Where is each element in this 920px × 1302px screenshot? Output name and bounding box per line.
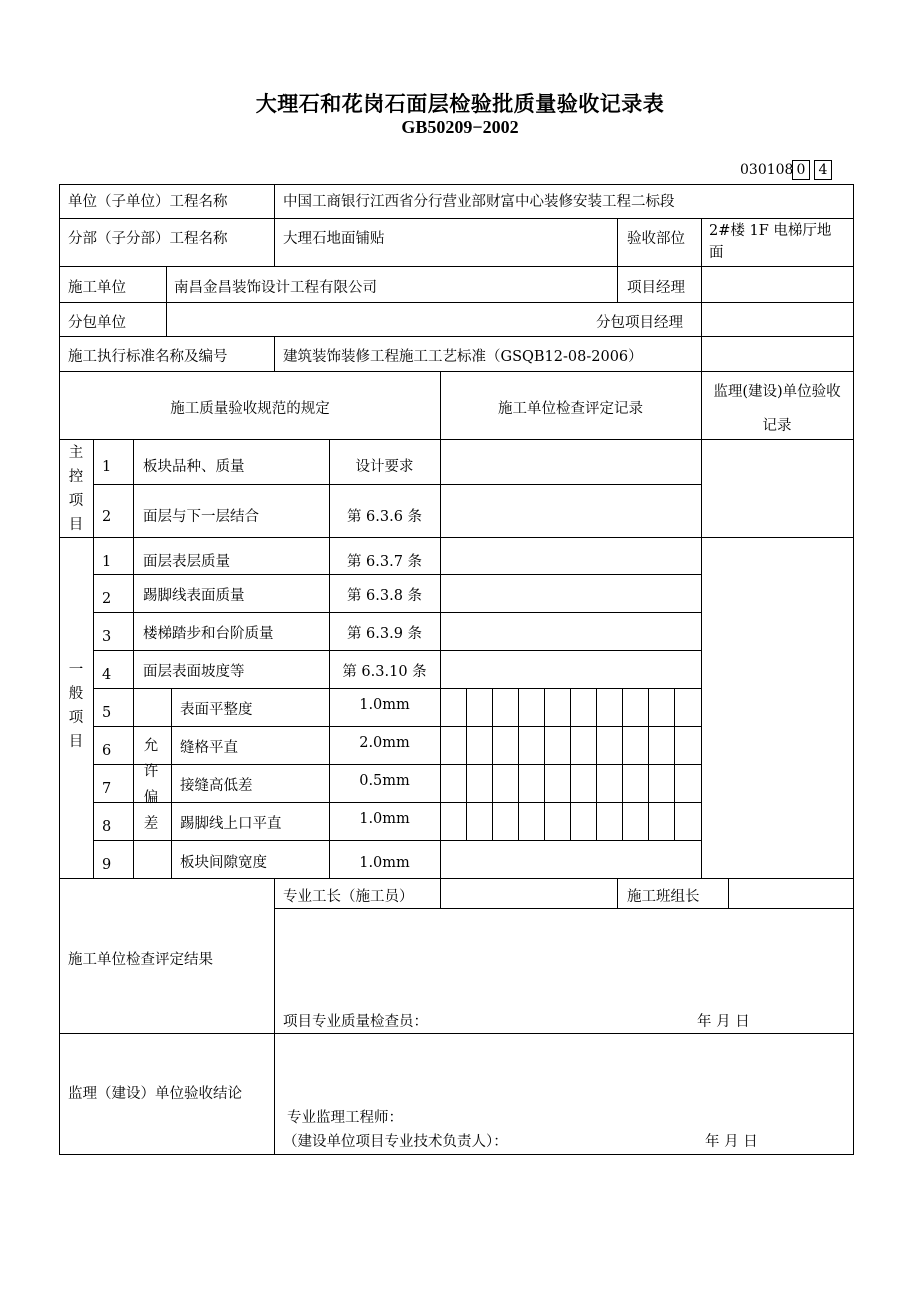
sub-project-manager-label: 分包项目经理 xyxy=(596,315,683,331)
general-item-3-requirement: 第 6.3.9 条 xyxy=(346,626,423,642)
supervisor-record-column-header-line2: 记录 xyxy=(762,418,792,434)
general-item-1-name: 面层表层质量 xyxy=(143,554,230,570)
standard-label: 施工执行标准名称及编号 xyxy=(68,349,228,365)
tolerance-item-8-no: 8 xyxy=(102,819,112,835)
general-items-group-label: 一 般 项 目 xyxy=(68,662,84,750)
contractor-result-label: 施工单位检查评定结果 xyxy=(68,952,213,968)
general-item-3-name: 楼梯踏步和台阶质量 xyxy=(143,626,274,642)
tolerance-item-9-no: 9 xyxy=(102,857,112,873)
main-item-2-name: 面层与下一层结合 xyxy=(143,509,259,525)
tolerance-item-5-no: 5 xyxy=(102,705,112,721)
general-item-2-no: 2 xyxy=(102,591,112,607)
standard-value: 建筑装饰装修工程施工工艺标准（GSQB12-08-2006） xyxy=(283,349,643,365)
tolerance-item-7-no: 7 xyxy=(102,781,112,797)
tolerance-group-label: 允 许 偏 差 xyxy=(143,738,159,832)
tolerance-item-6-no: 6 xyxy=(102,743,112,759)
form-code-box-2: 4 xyxy=(814,160,832,180)
supervisor-conclusion-date: 年 月 日 xyxy=(705,1134,758,1150)
form-code-box-1: 0 xyxy=(792,160,810,180)
quality-inspector-label: 项目专业质量检查员： xyxy=(283,1014,428,1030)
main-item-1-requirement: 设计要求 xyxy=(355,459,414,475)
supervisor-record-column-header: 监理(建设)单位验收 xyxy=(713,384,841,400)
general-item-2-requirement: 第 6.3.8 条 xyxy=(346,588,423,604)
tolerance-item-5-value: 1.0mm xyxy=(359,697,410,713)
subcontractor-label: 分包单位 xyxy=(68,315,126,331)
general-item-1-no: 1 xyxy=(102,554,112,570)
main-item-1-name: 板块品种、质量 xyxy=(143,459,245,475)
tolerance-item-7-value: 0.5mm xyxy=(359,773,410,789)
tolerance-item-9-name: 板块间隙宽度 xyxy=(180,855,267,871)
form-standard: GB50209−2002 xyxy=(401,117,519,137)
inspection-location-value-line1: 2#楼 1F 电梯厅地 xyxy=(709,223,832,239)
tolerance-item-9-value: 1.0mm xyxy=(359,855,410,871)
owner-representative-label: （建设单位项目专业技术负责人）： xyxy=(283,1134,508,1150)
inspection-location-value-line2: 面 xyxy=(709,245,724,261)
general-item-4-requirement: 第 6.3.10 条 xyxy=(342,664,427,680)
contractor-record-column-header: 施工单位检查评定记录 xyxy=(498,401,643,417)
tolerance-item-5-name: 表面平整度 xyxy=(180,702,253,718)
tolerance-item-7-name: 接缝高低差 xyxy=(180,778,253,794)
team-leader-label: 施工班组长 xyxy=(627,889,700,905)
general-item-1-requirement: 第 6.3.7 条 xyxy=(346,554,423,570)
tolerance-item-6-name: 缝格平直 xyxy=(180,740,238,756)
form-title: 大理石和花岗石面层检验批质量验收记录表 xyxy=(255,92,665,116)
subproject-name-label: 分部（子分部）工程名称 xyxy=(68,231,228,247)
general-item-3-no: 3 xyxy=(102,629,112,645)
supervisor-conclusion-label: 监理（建设）单位验收结论 xyxy=(68,1086,242,1102)
tolerance-item-6-value: 2.0mm xyxy=(359,735,410,751)
spec-column-header: 施工质量验收规范的规定 xyxy=(170,401,330,417)
main-item-1-no: 1 xyxy=(102,459,112,475)
contractor-result-date: 年 月 日 xyxy=(697,1014,750,1030)
main-item-2-requirement: 第 6.3.6 条 xyxy=(346,509,423,525)
tolerance-item-8-value: 1.0mm xyxy=(359,811,410,827)
form-code: 030108 xyxy=(740,162,794,178)
main-item-2-no: 2 xyxy=(102,509,112,525)
tolerance-item-8-name: 踢脚线上口平直 xyxy=(180,816,282,832)
project-name-value: 中国工商银行江西省分行营业部财富中心装修安装工程二标段 xyxy=(283,194,675,210)
general-item-2-name: 踢脚线表面质量 xyxy=(143,588,245,604)
supervisor-engineer-label: 专业监理工程师： xyxy=(287,1110,403,1126)
subproject-name-value: 大理石地面铺贴 xyxy=(283,231,385,247)
project-name-label: 单位（子单位）工程名称 xyxy=(68,194,228,210)
general-item-4-name: 面层表面坡度等 xyxy=(143,664,245,680)
contractor-label: 施工单位 xyxy=(68,280,126,296)
main-items-group-label: 主 控 项 目 xyxy=(68,445,84,533)
foreman-label: 专业工长（施工员） xyxy=(283,889,414,905)
general-item-4-no: 4 xyxy=(102,667,112,683)
project-manager-label: 项目经理 xyxy=(627,280,685,296)
inspection-location-label: 验收部位 xyxy=(627,231,685,247)
contractor-value: 南昌金昌装饰设计工程有限公司 xyxy=(174,280,377,296)
